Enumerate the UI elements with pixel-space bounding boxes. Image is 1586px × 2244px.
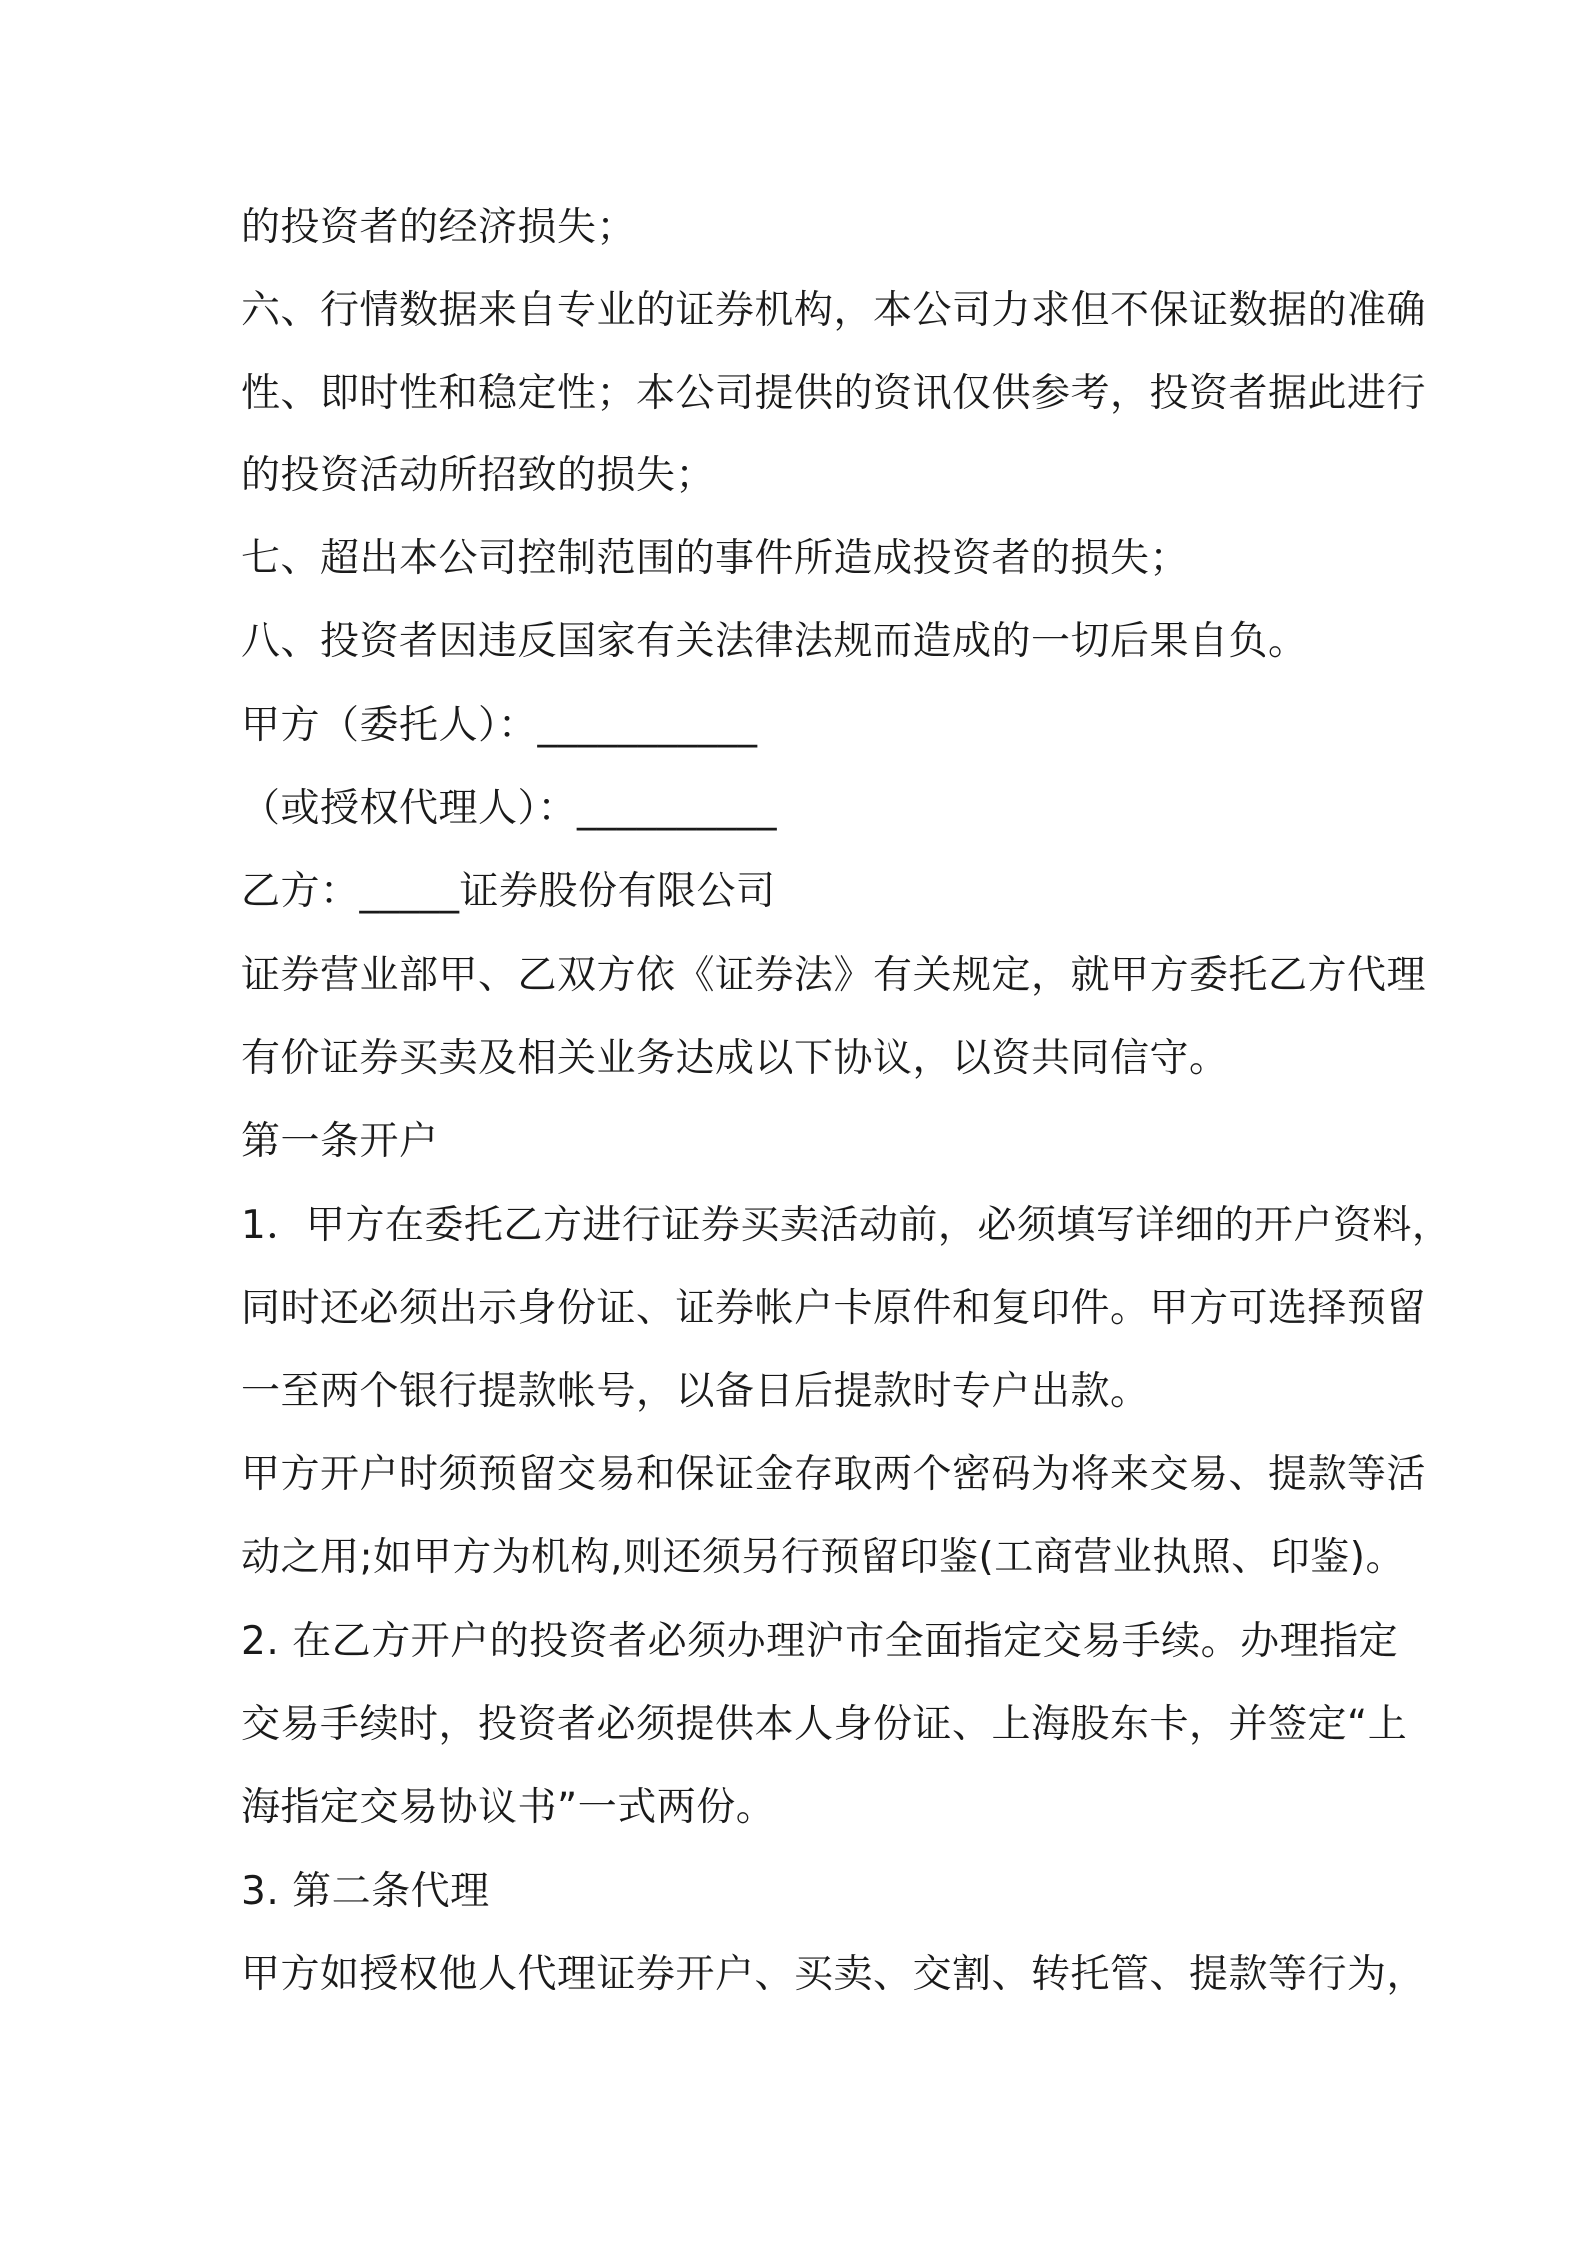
text-line: 七、超出本公司控制范围的事件所造成投资者的损失； [241,536,1190,581]
text-line: 同时还必须出示身份证、证券帐户卡原件和复印件。甲方可选择预留 [241,1286,1427,1331]
text-line: 交易手续时，投资者必须提供本人身份证、上海股东卡，并签定“上 [241,1702,1408,1747]
text-line: 性、即时性和稳定性；本公司提供的资讯仅供参考，投资者据此进行 [241,371,1427,416]
text-line: 动之用;如甲方为机构,则还须另行预留印鉴(工商营业执照、印鉴)。 [241,1535,1405,1580]
text-line: 甲方开户时须预留交易和保证金存取两个密码为将来交易、提款等活 [241,1452,1427,1497]
text-line: （或授权代理人）：__________ [241,786,778,831]
section-heading: 第一条开户 [241,1119,439,1164]
text-line: 甲方（委托人）：___________ [241,703,758,748]
text-line: 一至两个银行提款帐号，以备日后提款时专户出款。 [241,1369,1150,1414]
text-line: 证券营业部甲、乙双方依《证券法》有关规定，就甲方委托乙方代理 [241,953,1427,998]
section-heading: 3. 第二条代理 [241,1869,490,1914]
text-line: 乙方：_____证券股份有限公司 [241,869,776,914]
text-line: 甲方如授权他人代理证券开户、买卖、交割、转托管、提款等行为， [241,1952,1427,1997]
text-line: 有价证券买卖及相关业务达成以下协议，以资共同信守。 [241,1036,1229,1081]
text-line: 海指定交易协议书”一式两份。 [241,1785,776,1830]
text-line: 六、行情数据来自专业的证券机构，本公司力求但不保证数据的准确 [241,288,1427,333]
text-line: 2. 在乙方开户的投资者必须办理沪市全面指定交易手续。办理指定 [241,1619,1399,1664]
text-line: 的投资活动所招致的损失； [241,453,716,498]
text-line: 1．甲方在委托乙方进行证券买卖活动前，必须填写详细的开户资料， [241,1203,1452,1248]
text-line: 的投资者的经济损失； [241,205,637,250]
text-line: 八、投资者因违反国家有关法律法规而造成的一切后果自负。 [241,619,1308,664]
